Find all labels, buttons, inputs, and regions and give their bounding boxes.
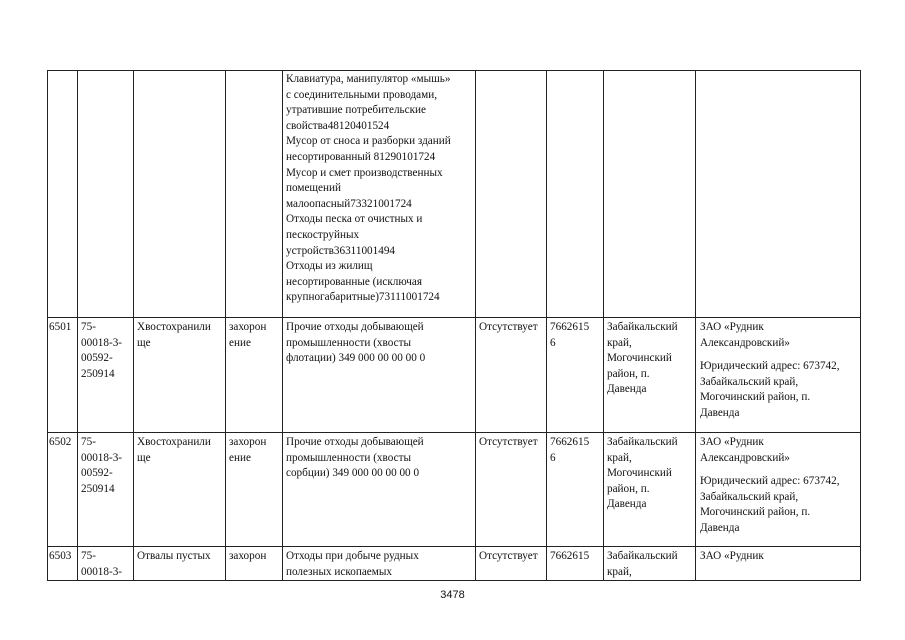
row-number: 6502 — [49, 436, 72, 448]
registry-number: 75- 00018-3- 00592- 250914 — [81, 436, 123, 495]
owner-name: ЗАО «Рудник — [700, 550, 764, 562]
registry-number: 75- 00018-3- — [81, 550, 123, 578]
registry-number: 75- 00018-3- 00592- 250914 — [81, 321, 123, 380]
page-number: 3478 — [440, 589, 465, 601]
table-border — [133, 70, 134, 581]
table-border — [546, 70, 547, 581]
table-border — [282, 70, 283, 581]
owner-address: Юридический адрес: 673742, Забайкальский край, Могочинский район, п. Давенда — [700, 475, 840, 534]
status: Отсутствует — [479, 436, 538, 448]
table-border — [225, 70, 226, 581]
object-type: Хвостохранили ще — [137, 436, 211, 464]
location: Забайкальский край, Могочинский район, п. Давенда — [607, 321, 678, 396]
table-border — [47, 432, 861, 433]
table-border — [695, 70, 696, 581]
table-border — [47, 70, 48, 581]
owner-address: Юридический адрес: 673742, Забайкальский край, Могочинский район, п. Давенда — [700, 360, 840, 419]
table-border — [47, 546, 861, 547]
owner-name: ЗАО «Рудник Александровский» — [700, 436, 790, 464]
status: Отсутствует — [479, 550, 538, 562]
owner-name: ЗАО «Рудник Александровский» — [700, 321, 790, 349]
location: Забайкальский край, — [607, 550, 678, 578]
object-type: Отвалы пустых — [137, 550, 211, 562]
purpose: захорон — [229, 550, 267, 562]
row-number: 6501 — [49, 321, 72, 333]
purpose: захорон ение — [229, 436, 267, 464]
table-border — [47, 317, 861, 318]
waste-description: Отходы при добыче рудных полезных ископаемых — [286, 550, 419, 578]
waste-description: Прочие отходы добывающей промышленности (хвосты сорбции) 349 000 00 00 00 0 — [286, 436, 424, 480]
table-border — [77, 70, 78, 581]
code: 7662615 6 — [550, 321, 590, 349]
purpose: захорон ение — [229, 321, 267, 349]
table-border — [475, 70, 476, 581]
row-number: 6503 — [49, 550, 72, 562]
table-border — [860, 70, 861, 581]
location: Забайкальский край, Могочинский район, п. Давенда — [607, 436, 678, 511]
table-border — [603, 70, 604, 581]
code: 7662615 6 — [550, 436, 590, 464]
table-border — [47, 70, 861, 71]
status: Отсутствует — [479, 321, 538, 333]
object-type: Хвостохранили ще — [137, 321, 211, 349]
waste-list-cell: Клавиатура, манипулятор «мышь» с соединительными проводами, утратившие потребительские свойства48120401524 Мусор от сноса и разборки зданий несортированный 81290101724 Мусор и смет производственных помещений малоопасный73321001724 Отходы песка от очистных и пескоструйных устройств36311001494 Отходы из жилищ несортированные (исключая крупногабаритные)73111001724 — [286, 73, 451, 304]
waste-description: Прочие отходы добывающей промышленности (хвосты флотации) 349 000 00 00 00 0 — [286, 321, 426, 365]
code: 7662615 — [550, 550, 590, 562]
